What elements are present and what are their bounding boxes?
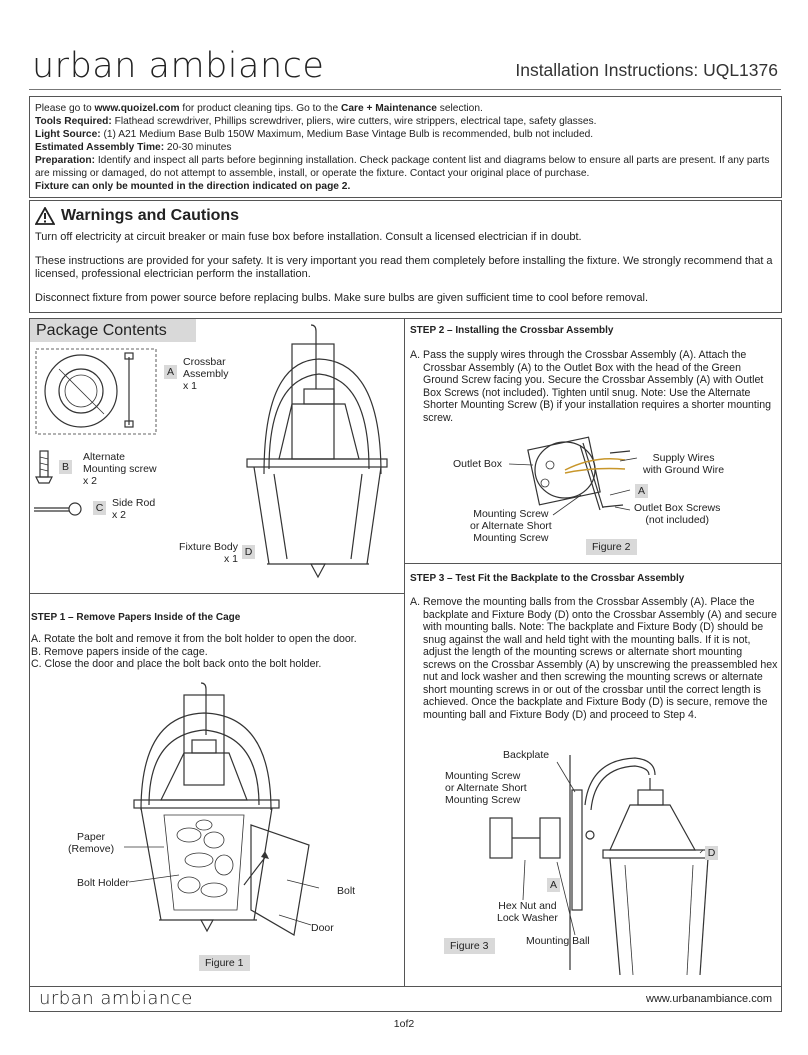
step3-letter-a: A (547, 878, 560, 892)
figure1-caption: Figure 1 (199, 955, 250, 971)
label-bolt-holder: Bolt Holder (77, 877, 129, 889)
warnings-heading: Warnings and Cautions (35, 207, 776, 225)
step3-heading: STEP 3 – Test Fit the Backplate to the Crossbar Assembly (410, 573, 685, 584)
label-hex-nut: Hex Nut and Lock Washer (497, 900, 558, 924)
website-link[interactable]: www.quoizel.com (94, 103, 180, 114)
step1-heading: STEP 1 – Remove Papers Inside of the Cage (31, 612, 241, 623)
step1-text: A. Rotate the bolt and remove it from the bolt holder to open the door. B. Remove papers inside of the cage. C. Close the door and place the bolt back onto the bolt holder. (31, 633, 357, 670)
assembly-time: Estimated Assembly Time: 20-30 minutes (35, 142, 232, 153)
fixture-body-drawing (247, 325, 387, 577)
label-mounting-screw: Mounting Screw or Alternate Short Mounting Screw (470, 508, 552, 544)
package-contents-title: Package Contents (30, 319, 196, 342)
warning-p3: Disconnect fixture from power source before replacing bulbs. Make sure bulbs are given sufficient time to cool before removal. (35, 291, 649, 304)
page-title: Installation Instructions: UQL1376 (515, 60, 778, 80)
light-source: Light Source: (1) A21 Medium Base Bulb 150W Maximum, Medium Base Vintage Bulb is recommended, bulb not included. (35, 129, 594, 140)
warning-icon (35, 207, 55, 225)
brand-logo: urban ambiance (32, 46, 325, 86)
tools-required: Tools Required: Flathead screwdriver, Phillips screwdriver, pliers, wire cutters, wire strippers, electrical tape, safety glasses. (35, 116, 597, 127)
label-backplate: Backplate (503, 749, 550, 761)
step2-heading: STEP 2 – Installing the Crossbar Assembly (410, 325, 614, 336)
grid-divider-left (29, 593, 405, 594)
preparation: Preparation: Identify and inspect all parts before beginning installation. Check package content list and diagrams below to ensure all parts are present. If any parts are missing or damaged, do not attempt to assemble, install, or operate the fixture. Contact your original place of purchase. (35, 155, 770, 179)
label-mounting-screw-3: Mounting Screw or Alternate Short Mounting Screw (445, 770, 527, 806)
figure1-drawing (29, 675, 404, 975)
part-letter-b: B (59, 460, 72, 474)
step2-text: A. Pass the supply wires through the Crossbar Assembly (A). Attach the Crossbar Assembly (A) to the Outlet Box with the head of the Green Ground Screw facing you. Secure the Crossbar Assembly (A) with Outlet Box Screws (not included). Tighten until snug. Note: Use the Alternate Shorter Mounting Screw (B) if your installation requires a shorter mounting screw. (410, 349, 771, 424)
figure2-caption: Figure 2 (586, 539, 637, 555)
footer-brand: urban ambiance (39, 988, 193, 1009)
part-name-side-rod: Side Rod x 2 (112, 497, 156, 521)
side-rod-drawing (34, 503, 81, 515)
part-letter-c: C (93, 501, 106, 515)
step3-letter-d: D (705, 846, 718, 860)
label-outlet-box: Outlet Box (453, 458, 503, 470)
part-letter-d: D (242, 545, 255, 559)
mount-note: Fixture can only be mounted in the direction indicated on page 2. (35, 181, 351, 192)
warning-p1: Turn off electricity at circuit breaker or main fuse box before installation. Consult a licensed electrician if in doubt. (35, 231, 582, 243)
label-bolt: Bolt (337, 885, 356, 897)
part-name-crossbar: Crossbar Assembly x 1 (183, 356, 229, 392)
part-name-screw: Alternate Mounting screw x 2 (83, 451, 157, 487)
intro-line-website: Please go to www.quoizel.com for product cleaning tips. Go to the Care + Maintenance selection. (35, 103, 483, 114)
header-rule (29, 89, 781, 90)
page-number: 1of2 (393, 1018, 415, 1030)
part-name-fixture-body: Fixture Body x 1 (179, 541, 238, 565)
alternate-screw-drawing (36, 451, 52, 483)
label-mounting-ball: Mounting Ball (526, 935, 590, 947)
intro-box (29, 96, 782, 198)
label-supply-wires: Supply Wires with Ground Wire (643, 452, 725, 476)
step2-letter-a: A (635, 484, 648, 498)
label-door: Door (311, 922, 334, 934)
label-paper: Paper (Remove) (68, 831, 115, 855)
crossbar-assembly-drawing (36, 349, 156, 434)
figure3-caption: Figure 3 (444, 938, 495, 954)
warnings-box (29, 200, 782, 313)
warning-p2: These instructions are provided for your safety. It is very important you read them completely before installing the fixture. We strongly recommend that a licensed, professional electrician perform the installation. (35, 254, 773, 280)
part-letter-a: A (164, 365, 177, 379)
footer-url[interactable]: www.urbanambiance.com (646, 993, 772, 1005)
label-outlet-box-screws: Outlet Box Screws (not included) (634, 502, 721, 526)
step3-text: A. Remove the mounting balls from the Crossbar Assembly (A). Place the backplate and Fixture Body (D) onto the Crossbar Assembly (A) and secure with mounting balls. Note: The backplate and Fixture Body (D) should be snug against the wall and held tight with the mounting balls. If it is not, adjust the length of the mounting screws or alternate short mounting screws on the Crossbar Assembly (A) by unscrewing the preassembled hex nut and lock washer and then screwing the mounting screws or alternate short mounting screws in or out of the crossbar until the correct length is achieved. Once the backplate and Fixture Body (D) is secure, remove the mounting ball and Fixture Body (D) and proceed to Step 4. (410, 596, 778, 721)
